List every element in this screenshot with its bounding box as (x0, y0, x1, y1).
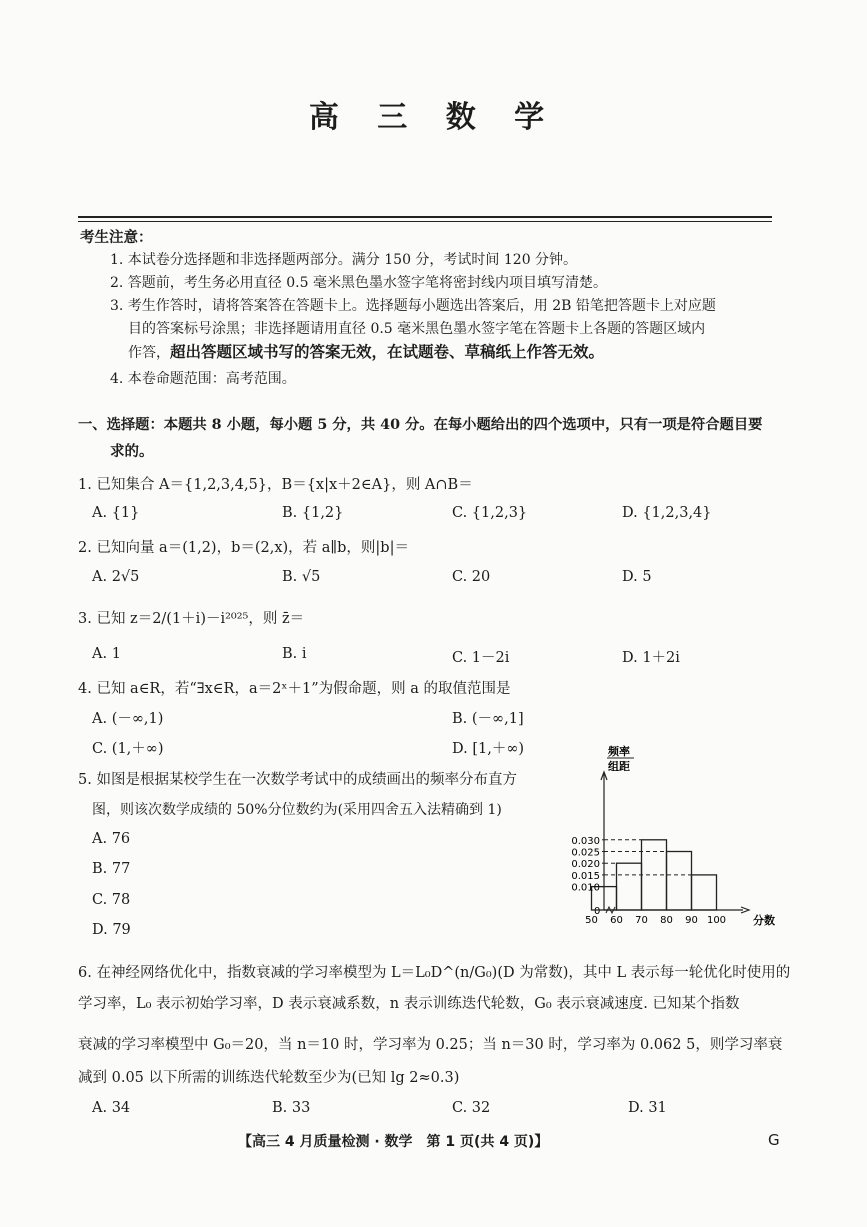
question-5-option-d: D. 79 (92, 922, 131, 938)
histogram-bar (667, 852, 692, 911)
notice-item-4: 4. 本卷命题范围：高考范围。 (110, 371, 296, 387)
question-2-option-c: C. 20 (452, 569, 491, 585)
section-1-line-2: 求的。 (110, 443, 154, 460)
notice-item-3-line-3 (128, 340, 604, 362)
question-4-option-b: B. (－∞,1] (452, 711, 524, 727)
header-rule-thick (78, 216, 772, 218)
question-4-option-d: D. [1,＋∞) (452, 741, 525, 757)
chart-ylabel-bottom: 组距 (608, 760, 630, 773)
notice-item-2: 2. 答题前，考生务必用直径 0.5 毫米黑色墨水签字笔将密封线内项目填写清楚。 (110, 275, 607, 291)
question-6-option-b: B. 33 (272, 1100, 311, 1116)
question-6-option-d: D. 31 (628, 1100, 667, 1116)
question-1-option-c: C. {1,2,3} (452, 505, 528, 521)
question-6-line-3: 衰减的学习率模型中 G₀＝20，当 n＝10 时，学习率为 0.25；当 n＝30 时，学习率为 0.062 5，则学习率衰 (78, 1037, 783, 1053)
question-4-stem: 4. 已知 a∈R，若“∃x∈R，a＝2ˣ＋1”为假命题，则 a 的取值范围是 (78, 681, 511, 697)
question-2-option-a: A. 2√5 (92, 569, 140, 585)
y-tick-label: 0.010 (571, 882, 600, 894)
page-footer: 【高三 4 月质量检测 · 数学 第 1 页(共 4 页)】 (238, 1134, 549, 1150)
y-tick-label: 0.025 (571, 847, 600, 859)
question-3-stem: 3. 已知 z＝2/(1＋i)－i²⁰²⁵，则 z̄＝ (78, 611, 305, 627)
x-tick-label: 100 (706, 915, 727, 926)
question-6-option-a: A. 34 (92, 1100, 131, 1116)
question-1-option-d: D. {1,2,3,4} (622, 505, 712, 521)
chart-origin-label: 0 (594, 906, 601, 917)
page-title: 高 三 数 学 (308, 100, 559, 135)
question-5-line-1: 5. 如图是根据某校学生在一次数学考试中的成绩画出的频率分布直方 (78, 772, 517, 788)
x-tick-label: 60 (610, 915, 623, 926)
question-3-option-b: B. i (282, 646, 307, 662)
y-tick-label: 0.020 (571, 859, 600, 871)
notice-item-3-line-1: 3. 考生作答时，请将答案答在答题卡上。选择题每小题选出答案后，用 2B 铅笔把答题卡上对应题 (110, 298, 716, 314)
question-2-option-d: D. 5 (622, 569, 652, 585)
question-6-line-2: 学习率，L₀ 表示初始学习率，D 表示衰减系数，n 表示训练迭代轮数，G₀ 表示衰减速度. 已知某个指数 (78, 996, 740, 1012)
question-6-option-c: C. 32 (452, 1100, 491, 1116)
header-rule-thin (78, 221, 772, 222)
question-3-option-c: C. 1－2i (452, 650, 510, 666)
question-5-option-c: C. 78 (92, 892, 131, 908)
question-1-option-a: A. {1} (92, 505, 140, 521)
y-tick-label: 0.015 (571, 870, 600, 882)
question-4-option-c: C. (1,＋∞) (92, 741, 164, 757)
question-6-line-4: 减到 0.05 以下所需的训练迭代轮数至少为(已知 lg 2≈0.3) (78, 1070, 460, 1086)
question-5-option-b: B. 77 (92, 861, 131, 877)
histogram-bar (617, 863, 642, 910)
question-4-option-a: A. (－∞,1) (92, 711, 164, 727)
notice-highlight: 超出答题区域书写的答案无效，在试题卷、草稿纸上作答无效。 (170, 343, 605, 361)
x-tick-label: 80 (660, 915, 673, 926)
notice-item-3-line-2: 目的答案标号涂黑；非选择题请用直径 0.5 毫米黑色墨水签字笔在答题卡上各题的答题区域内 (128, 321, 706, 337)
notice-heading: 考生注意： (80, 229, 153, 246)
histogram-bar (692, 875, 717, 910)
x-tick-label: 70 (635, 915, 648, 926)
x-tick-label: 50 (585, 915, 598, 926)
question-1-stem: 1. 已知集合 A＝{1,2,3,4,5}，B＝{x|x＋2∈A}，则 A∩B＝ (78, 477, 473, 493)
paper-code: G (768, 1131, 780, 1149)
question-6-line-1: 6. 在神经网络优化中，指数衰减的学习率模型为 L＝L₀D^(n/G₀)(D 为常数)，其中 L 表示每一轮优化时使用的 (78, 965, 791, 981)
section-1-line-1: 一、选择题：本题共 8 小题，每小题 5 分，共 40 分。在每小题给出的四个选项中，只有一项是符合题目要 (78, 417, 763, 433)
question-2-option-b: B. √5 (282, 569, 321, 585)
question-1-option-b: B. {1,2} (282, 505, 344, 521)
frequency-histogram (538, 738, 788, 930)
chart-ylabel-top: 频率 (608, 745, 630, 758)
y-tick-label: 0.030 (571, 835, 600, 847)
notice-item-1: 1. 本试卷分选择题和非选择题两部分。满分 150 分，考试时间 120 分钟。 (110, 252, 578, 268)
x-tick-label: 90 (685, 915, 698, 926)
notice-item-3-line-3a: 作答， (128, 345, 170, 361)
question-3-option-a: A. 1 (92, 646, 121, 662)
question-3-option-d: D. 1＋2i (622, 650, 680, 666)
question-5-line-2: 图，则该次数学成绩的 50%分位数约为(采用四舍五入法精确到 1) (92, 802, 502, 818)
question-2-stem: 2. 已知向量 a＝(1,2)，b＝(2,x)，若 a∥b，则|b|＝ (78, 540, 409, 556)
question-5-option-a: A. 76 (92, 831, 131, 847)
chart-xlabel: 分数 (753, 914, 775, 927)
